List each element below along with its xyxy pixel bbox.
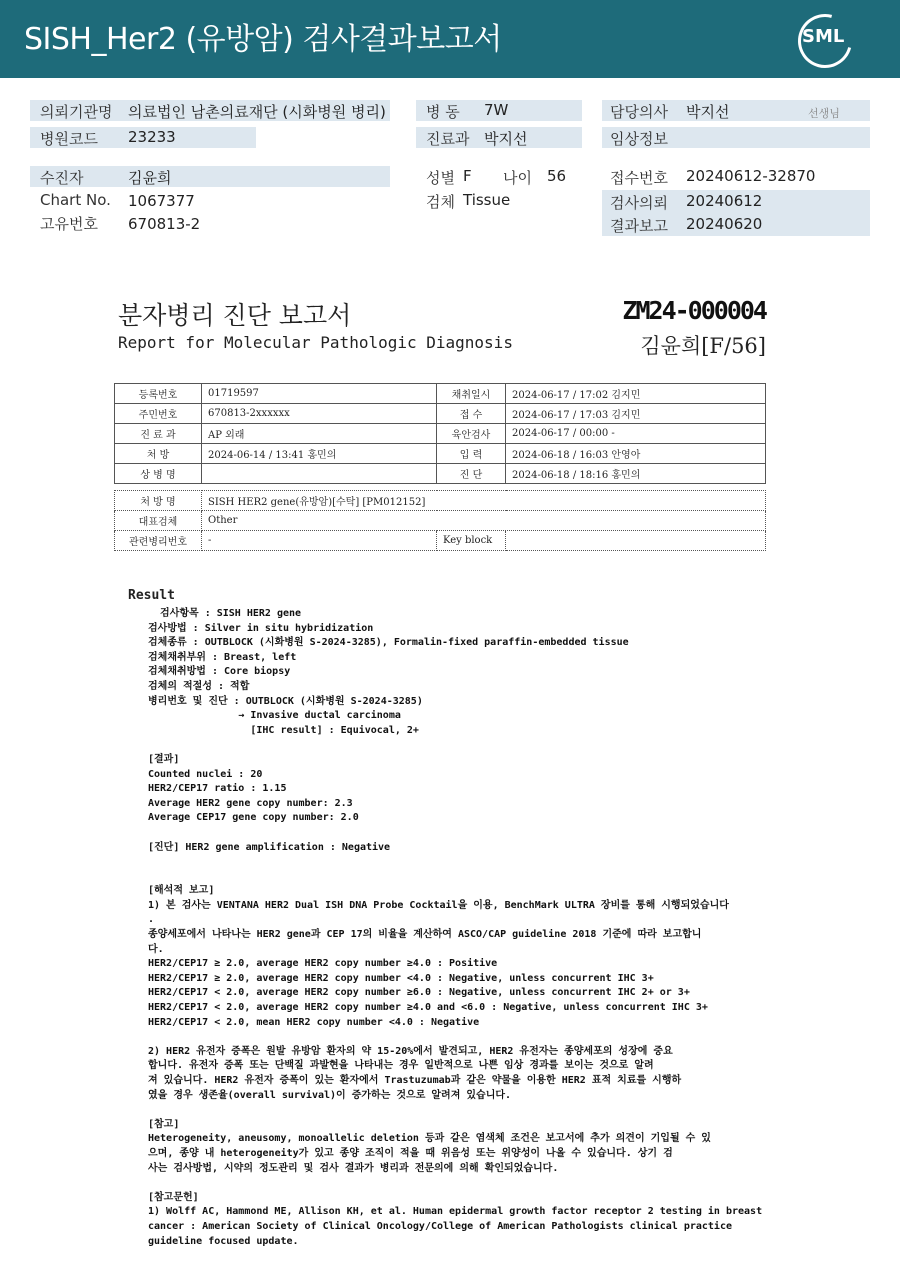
receipt-value: 20240612-32870 xyxy=(686,167,816,185)
result-line: 종양세포에서 나타나는 HER2 gene과 CEP 17의 비율을 계산하여 ASCO/CAP guideline 2018 기준에 따라 보고합니 xyxy=(148,929,702,941)
table-cell: 2024-06-18 / 18:16 홍민의 xyxy=(506,464,766,484)
info-bar xyxy=(30,166,390,187)
result-line: 1) 본 검사는 VENTANA HER2 Dual ISH DNA Probe Cocktail을 이용, BenchMark ULTRA 장비를 통해 시행되었습니다 xyxy=(148,899,729,911)
result-line xyxy=(148,1176,728,1191)
report-title-ko: 분자병리 진단 보고서 xyxy=(118,301,352,330)
report-number: ZM24-000004 xyxy=(622,296,766,325)
clinical-info-label: 임상정보 xyxy=(610,130,668,148)
request-value: 20240612 xyxy=(686,192,763,210)
table-cell: 처 방 xyxy=(115,444,202,464)
table-cell: 접 수 xyxy=(437,404,506,424)
chart-label: Chart No. xyxy=(40,191,111,209)
result-line: 검체채취방법 : Core biopsy xyxy=(148,666,291,678)
result-section xyxy=(128,588,763,1249)
table-cell: - xyxy=(202,531,437,551)
result-line: [참고] xyxy=(148,1118,180,1130)
table-cell: 진 료 과 xyxy=(115,424,202,444)
result-line: 검체종류 : OUTBLOCK (시화병원 S-2024-3285), Formalin-fixed paraffin-embedded tissue xyxy=(148,637,629,649)
table-row xyxy=(115,384,766,404)
sex-label: 성별 xyxy=(426,169,455,187)
table-cell: 01719597 xyxy=(202,384,437,404)
result-line: 병리번호 및 진단 : OUTBLOCK (시화병원 S-2024-3285) xyxy=(148,695,423,707)
result-line xyxy=(148,870,728,885)
unique-value: 670813-2 xyxy=(128,215,201,233)
result-line: [참고문헌] xyxy=(148,1191,199,1203)
hospital-code-value: 23233 xyxy=(128,128,176,146)
result-line: cancer : American Society of Clinical Oncology/College of American Pathologists clinical practice xyxy=(148,1220,732,1232)
table-cell: 관련병리번호 xyxy=(115,531,202,551)
result-line: HER2/CEP17 < 2.0, average HER2 copy number ≥6.0 : Negative, unless concurrent IHC 2+ or 3+ xyxy=(148,987,690,999)
result-line: [IHC result] : Equivocal, 2+ xyxy=(148,724,419,736)
result-line: HER2/CEP17 < 2.0, mean HER2 copy number <4.0 : Negative xyxy=(148,1016,480,1028)
registration-table xyxy=(114,383,766,484)
institution-value: 의료법인 남촌의료재단 (시화병원 병리) xyxy=(128,103,386,121)
result-body xyxy=(128,607,763,1249)
hospital-code-label: 병원코드 xyxy=(40,130,98,148)
report-date-label: 결과보고 xyxy=(610,217,668,235)
specimen-label: 검체 xyxy=(426,193,455,211)
report-date-value: 20240620 xyxy=(686,215,763,233)
table-cell: 2024-06-14 / 13:41 홍민의 xyxy=(202,444,437,464)
table-cell: 상 병 명 xyxy=(115,464,202,484)
chart-value: 1067377 xyxy=(128,192,195,210)
table-cell: Key block xyxy=(437,531,506,551)
doctor-value: 박지선 xyxy=(686,103,730,121)
table-row xyxy=(115,511,766,531)
table-cell: 2024-06-17 / 17:03 김지민 xyxy=(506,404,766,424)
page-title: SISH_Her2 (유방암) 검사결과보고서 xyxy=(24,22,502,57)
dept-label: 진료과 xyxy=(426,130,470,148)
report-title-en: Report for Molecular Pathologic Diagnosis xyxy=(118,333,513,352)
result-line: HER2/CEP17 < 2.0, average HER2 copy number ≥4.0 and <6.0 : Negative, unless concurrent IHC 3+ xyxy=(148,1002,708,1014)
doctor-suffix: 선생님 xyxy=(808,107,840,120)
table-cell: 2024-06-17 / 17:02 김지민 xyxy=(506,384,766,404)
table-row xyxy=(115,424,766,444)
result-line: 져 있습니다. HER2 유전자 증폭이 있는 환자에서 Trastuzumab과 같은 약물을 이용한 HER2 표적 치료를 시행하 xyxy=(148,1075,682,1086)
result-line: HER2/CEP17 ≥ 2.0, average HER2 copy number ≥4.0 : Positive xyxy=(148,958,498,970)
age-value: 56 xyxy=(547,167,567,185)
result-line: 사는 검사방법, 시약의 정도관리 및 검사 결과가 병리과 전문의에 의해 확인되었습니다. xyxy=(148,1162,559,1174)
result-line: . xyxy=(148,914,155,926)
table-row xyxy=(115,531,766,551)
table-cell: 입 력 xyxy=(437,444,506,464)
result-line: 검체채취부위 : Breast, left xyxy=(148,651,297,663)
report-header xyxy=(0,0,900,78)
result-line: 다. xyxy=(148,943,164,955)
result-line: 검사방법 : Silver in situ hybridization xyxy=(148,622,374,634)
result-line: 2) HER2 유전자 증폭은 원발 유방암 환자의 약 15-20%에서 발견되고, HER2 유전자는 종양세포의 성장에 중요 xyxy=(148,1045,673,1057)
table-cell: 육안검사 xyxy=(437,424,506,444)
doctor-label: 담당의사 xyxy=(610,103,668,121)
receipt-label: 접수번호 xyxy=(610,169,668,187)
result-line: Average HER2 gene copy number: 2.3 xyxy=(148,797,353,809)
table-cell: 2024-06-18 / 16:03 안영아 xyxy=(506,444,766,464)
sml-logo xyxy=(796,12,854,64)
result-line: HER2/CEP17 ≥ 2.0, average HER2 copy number <4.0 : Negative, unless concurrent IHC 3+ xyxy=(148,972,654,984)
result-line: 으며, 종양 내 heterogeneity가 있고 종양 조직이 적을 때 위음성 또는 위양성이 나올 수 있습니다. 상기 검 xyxy=(148,1147,673,1159)
table-cell: 670813-2xxxxxx xyxy=(202,404,437,424)
result-line: HER2/CEP17 ratio : 1.15 xyxy=(148,783,287,795)
specimen-value: Tissue xyxy=(463,191,511,209)
table-cell: 채취일시 xyxy=(437,384,506,404)
result-line: 검체의 적절성 : 적합 xyxy=(148,680,250,692)
ward-label: 병 동 xyxy=(426,103,460,121)
result-line: → Invasive ductal carcinoma xyxy=(148,710,401,722)
table-row xyxy=(115,444,766,464)
order-table xyxy=(114,490,766,551)
logo-text: SML xyxy=(802,26,845,47)
result-line: [결과] xyxy=(148,753,180,765)
table-cell: 진 단 xyxy=(437,464,506,484)
result-line: 1) Wolff AC, Hammond ME, Allison KH, et al. Human epidermal growth factor receptor 2 testing in breast xyxy=(148,1206,763,1218)
result-line xyxy=(148,1103,728,1118)
result-line: Average CEP17 gene copy number: 2.0 xyxy=(148,812,359,824)
result-line: 검사항목 : SISH HER2 gene xyxy=(148,608,302,619)
result-line xyxy=(148,826,728,841)
dept-value: 박지선 xyxy=(484,130,528,148)
table-cell xyxy=(506,531,766,551)
result-line: [진단] HER2 gene amplification : Negative xyxy=(148,841,391,853)
patient-label: 수진자 xyxy=(40,169,84,187)
table-cell: 처 방 명 xyxy=(115,491,202,511)
institution-label: 의뢰기관명 xyxy=(40,103,113,121)
table-cell: 2024-06-17 / 00:00 - xyxy=(506,424,766,444)
table-cell: 주민번호 xyxy=(115,404,202,424)
table-cell: Other xyxy=(202,511,766,531)
request-label: 검사의뢰 xyxy=(610,194,668,212)
table-cell xyxy=(202,464,437,484)
patient-value: 김윤희 xyxy=(128,169,172,187)
result-line: Heterogeneity, aneusomy, monoallelic deletion 등과 같은 염색체 조건은 보고서에 추가 의견이 기입될 수 있 xyxy=(148,1133,711,1145)
result-line xyxy=(148,1030,728,1045)
unique-label: 고유번호 xyxy=(40,215,98,233)
result-line: [해석적 보고] xyxy=(148,885,215,897)
sex-value: F xyxy=(463,167,472,185)
result-line xyxy=(148,738,728,753)
table-cell: 등록번호 xyxy=(115,384,202,404)
table-cell: SISH HER2 gene(유방암)[수탁] [PM012152] xyxy=(202,491,766,511)
report-patient: 김윤희[F/56] xyxy=(640,334,766,358)
result-line: Counted nuclei : 20 xyxy=(148,768,263,780)
result-line: 합니다. 유전자 증폭 또는 단백질 과발현을 나타내는 경우 일반적으로 나쁜 임상 경과를 보이는 것으로 알려 xyxy=(148,1060,654,1072)
table-cell: AP 외래 xyxy=(202,424,437,444)
table-row xyxy=(115,464,766,484)
result-line xyxy=(148,855,728,870)
result-heading: Result xyxy=(128,588,175,603)
table-cell: 대표검체 xyxy=(115,511,202,531)
table-row xyxy=(115,491,766,511)
result-line: guideline focused update. xyxy=(148,1235,299,1247)
table-row xyxy=(115,404,766,424)
ward-value: 7W xyxy=(484,101,509,119)
result-line: 였을 경우 생존율(overall survival)이 증가하는 것으로 알려져 있습니다. xyxy=(148,1089,512,1101)
age-label: 나이 xyxy=(503,169,532,187)
